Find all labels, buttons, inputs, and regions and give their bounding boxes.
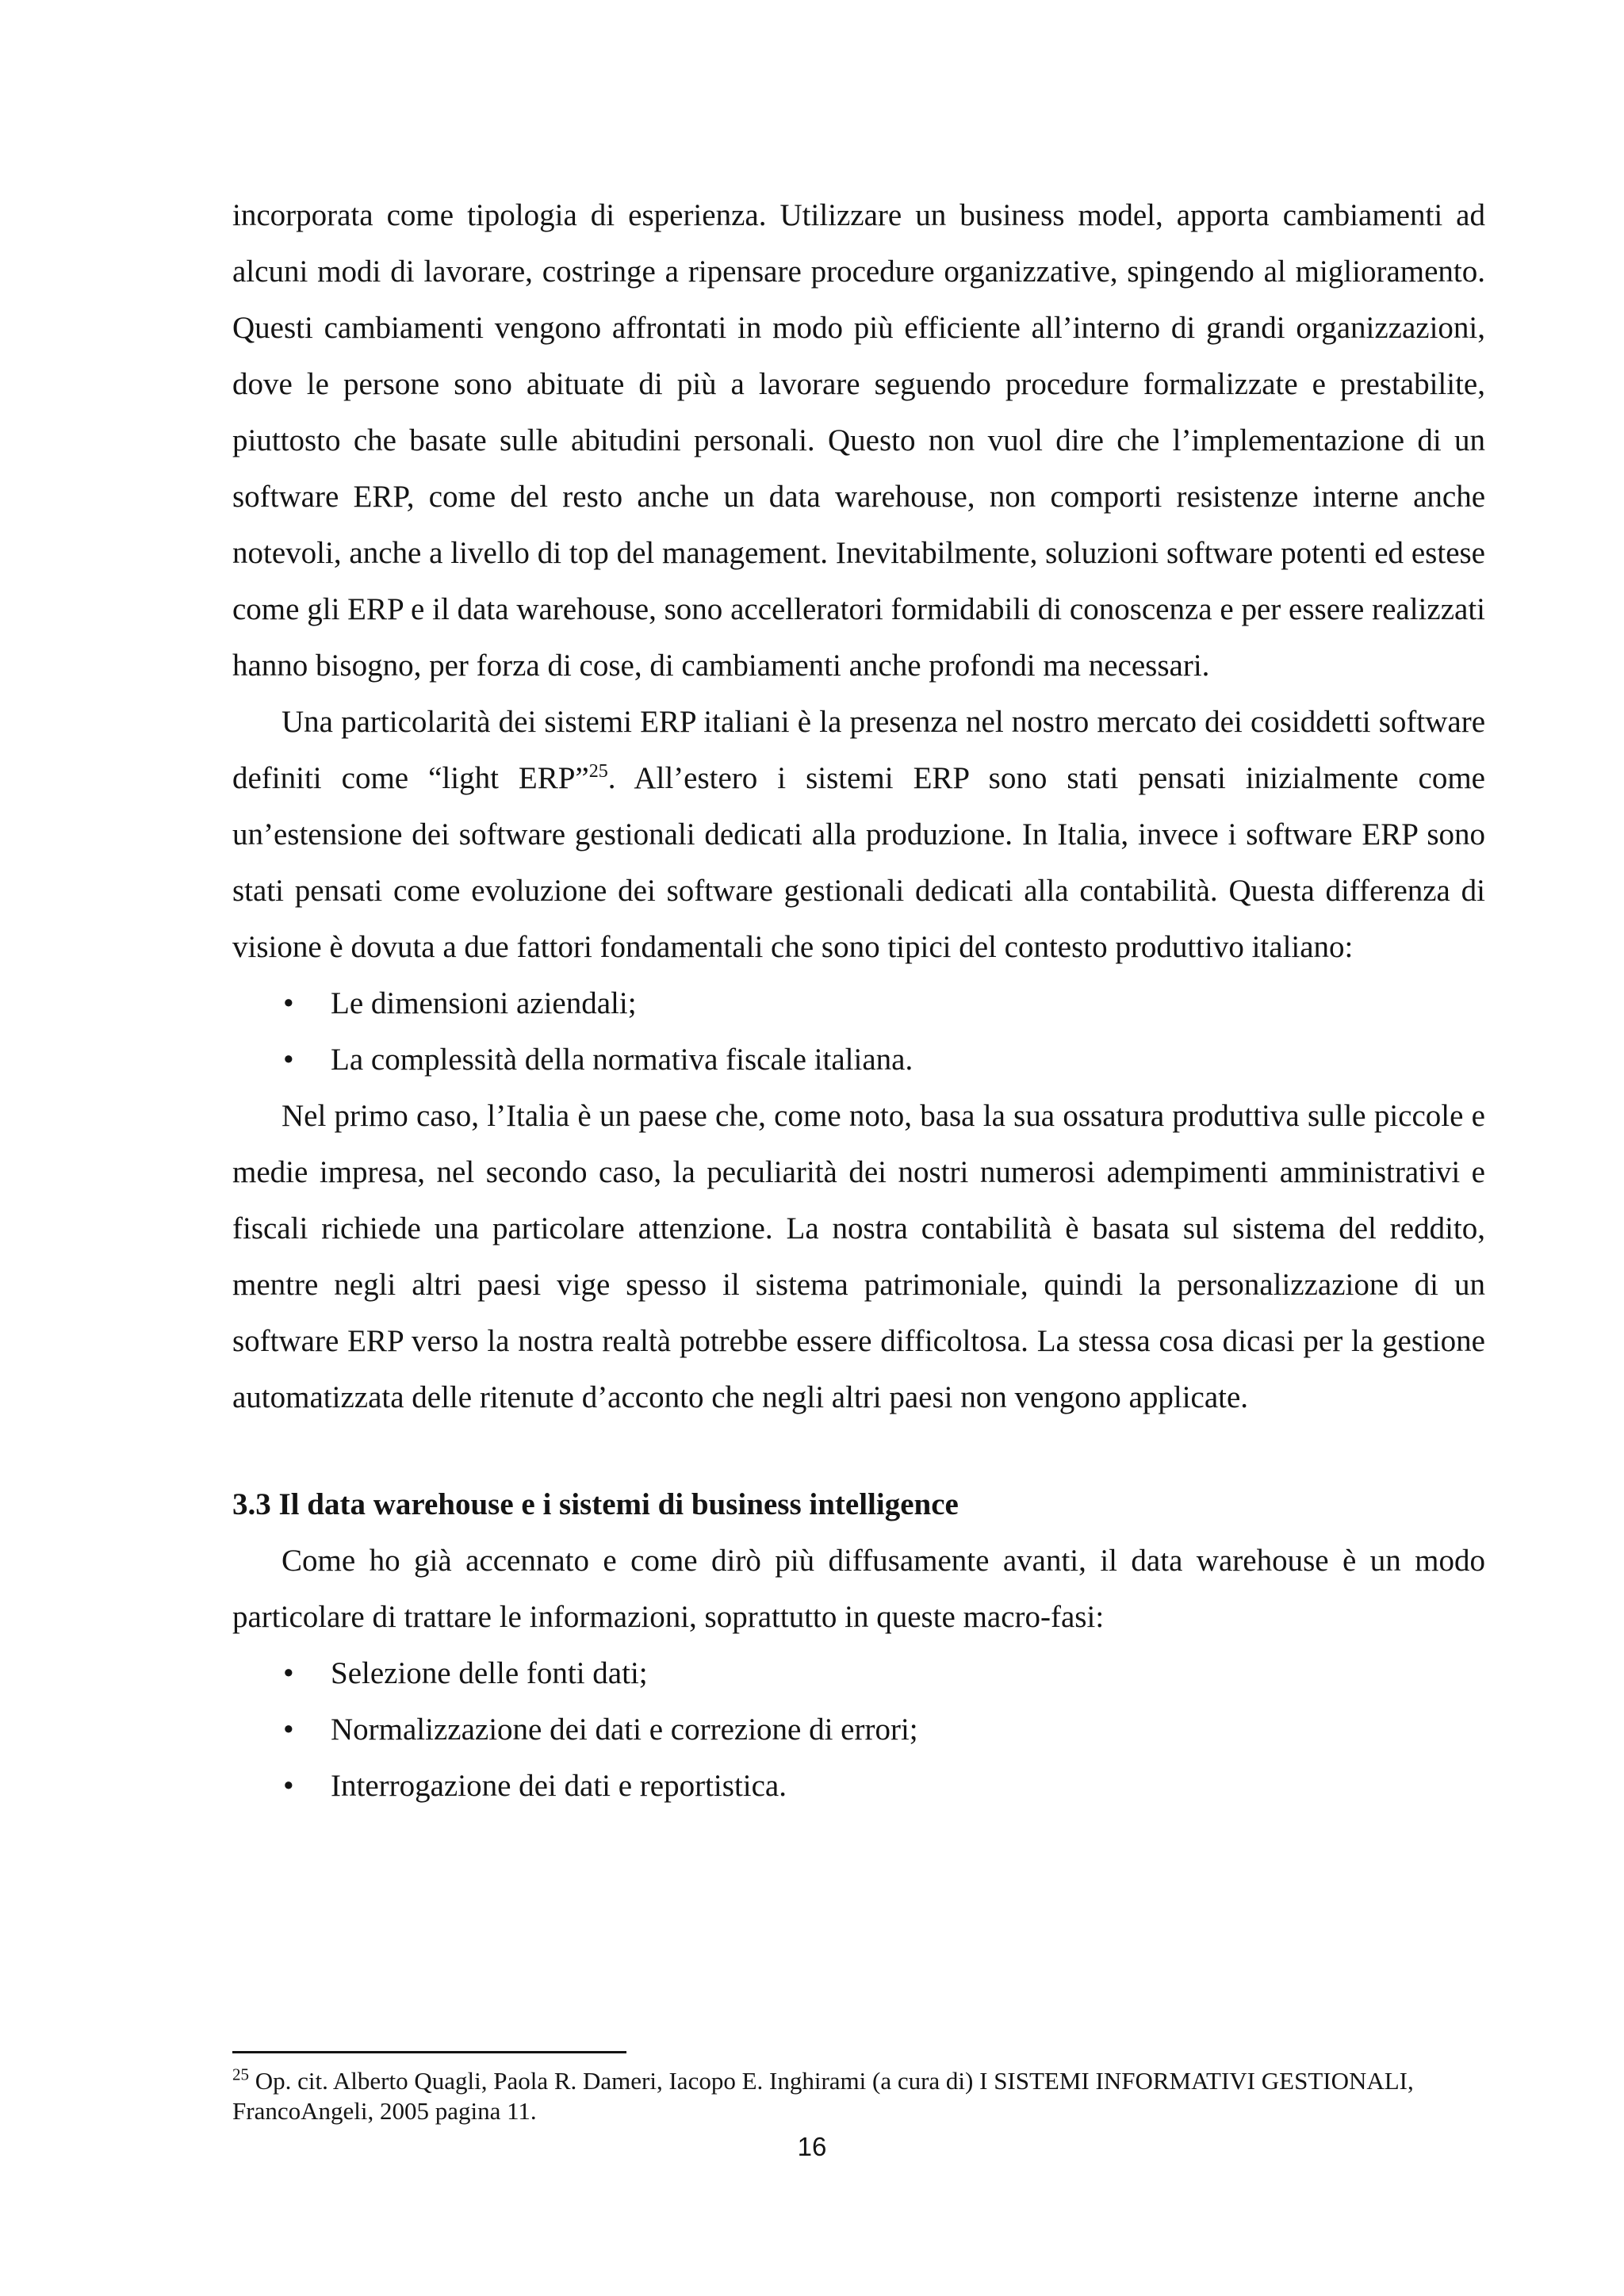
bullet-list-factors bbox=[232, 975, 1485, 1088]
paragraph-italian-context: Nel primo caso, l’Italia è un paese che, come noto, basa la sua ossatura produttiva sulle piccole e medie impresa, nel secondo caso, la peculiarità dei nostri numerosi adempimenti amministrativi e fiscali richiede una particolare attenzione. La nostra contabilità è basata sul sistema del reddito, mentre negli altri paesi vige spesso il sistema patrimoniale, quindi la personalizzazione di un software ERP verso la nostra realtà potrebbe essere difficoltosa. La stessa cosa dicasi per la gestione automatizzata delle ritenute d’acconto che negli altri paesi non vengono applicate. bbox=[232, 1099, 1485, 1414]
page-number: 16 bbox=[797, 2132, 827, 2161]
paragraph-continuation: incorporata come tipologia di esperienza. Utilizzare un business model, apporta cambiamenti ad alcuni modi di lavorare, costringe a ripensare procedure organizzative, spingendo al miglioramento. Questi cambiamenti vengono affrontati in modo più efficiente all’interno di grandi organizzazioni, dove le persone sono abituate di più a lavorare seguendo procedure formalizzate e prestabilite, piuttosto che basate sulle abitudini personali. Questo non vuol dire che l’implementazione di un software ERP, come del resto anche un data warehouse, non comporti resistenze interne anche notevoli, anche a livello di top del management. Inevitabilmente, soluzioni software potenti ed estese come gli ERP e il data warehouse, sono accelleratori formidabili di conoscenza e per essere realizzati hanno bisogno, per forza di cose, di cambiamenti anche profondi ma necessari. bbox=[232, 198, 1485, 683]
footnote-number: 25 bbox=[232, 2064, 249, 2084]
list-item-text: Interrogazione dei dati e reportistica. bbox=[331, 1769, 787, 1803]
paragraph-data-warehouse: Come ho già accennato e come dirò più diffusamente avanti, il data warehouse è un modo particolare di trattare le informazioni, soprattutto in queste macro-fasi: bbox=[232, 1544, 1485, 1634]
list-item bbox=[232, 1758, 1485, 1814]
footnote-25 bbox=[232, 2066, 1485, 2126]
bullet-icon: • bbox=[283, 986, 294, 1020]
bullet-icon: • bbox=[283, 1656, 294, 1690]
list-item-text: Normalizzazione dei dati e correzione di errori; bbox=[331, 1712, 918, 1747]
paragraph-light-erp bbox=[232, 694, 1485, 975]
footnote-reference-25[interactable]: 25 bbox=[588, 761, 608, 782]
body-text bbox=[232, 187, 1485, 1814]
bullet-icon: • bbox=[283, 1769, 294, 1803]
section-heading: 3.3 Il data warehouse e i sistemi di business intelligence bbox=[232, 1487, 959, 1521]
bullet-icon: • bbox=[283, 1712, 294, 1747]
list-item bbox=[232, 975, 1485, 1031]
list-item-text: Selezione delle fonti dati; bbox=[331, 1656, 648, 1690]
bullet-list-macro-phases bbox=[232, 1645, 1485, 1814]
section-spacer bbox=[232, 1425, 1485, 1476]
paragraph-light-erp-text-a: Una particolarità dei sistemi ERP italiani è la presenza nel nostro mercato dei cosiddetti software definiti come “light ERP” bbox=[232, 705, 1485, 795]
list-item-text: La complessità della normativa fiscale italiana. bbox=[331, 1043, 914, 1077]
list-item-text: Le dimensioni aziendali; bbox=[331, 986, 637, 1020]
list-item bbox=[232, 1701, 1485, 1758]
list-item bbox=[232, 1645, 1485, 1701]
footnote-separator bbox=[232, 2051, 626, 2053]
bullet-icon: • bbox=[283, 1043, 294, 1077]
list-item bbox=[232, 1031, 1485, 1088]
paragraph-light-erp-text-b: . All’estero i sistemi ERP sono stati pensati inizialmente come un’estensione dei software gestionali dedicati alla produzione. In Italia, invece i software ERP sono stati pensati come evoluzione dei software gestionali dedicati alla contabilità. Questa differenza di visione è dovuta a due fattori fondamentali che sono tipici del contesto produttivo italiano: bbox=[232, 761, 1485, 964]
footnote-text: Op. cit. Alberto Quagli, Paola R. Dameri, Iacopo E. Inghirami (a cura di) I SISTEMI INFORMATIVI GESTIONALI, FrancoAngeli, 2005 pagina 11. bbox=[232, 2067, 1414, 2125]
